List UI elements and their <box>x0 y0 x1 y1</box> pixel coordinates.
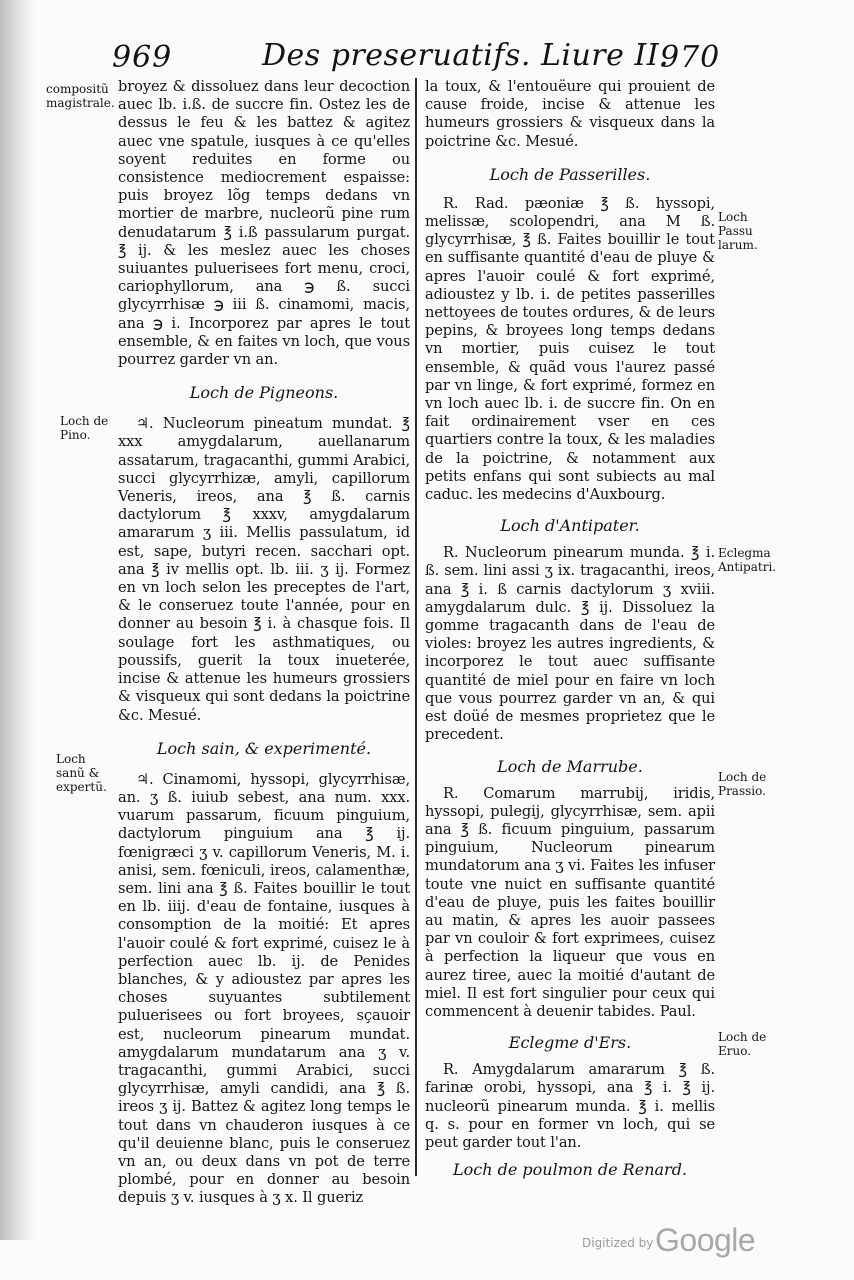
scan-gutter-shadow <box>0 0 36 1240</box>
section-heading-loch-de-pigneons: Loch de Pigneons. <box>189 383 339 403</box>
page-header <box>0 36 854 76</box>
margin-note-loch-de-pino: Loch de Pino. <box>60 414 109 442</box>
page-number-left: 969 <box>112 40 173 75</box>
paragraph: R. Rad. pæoniæ ℥ ß. hyssopi, melissæ, scolopendri, ana M ß. glycyrrhisæ, ℥ ß. Faites bouillir le tout en suffisante quantité d'eau de pluye & apres l'auoir coulé & fort exprimé, adioustez y lb. i. de petites passerilles nettoyees de toutes ordures, & de leurs pepins, & broyees long temps dedans vn mortier, puis cuisez le tout ensemble, & quãd vous l'aurez passé par vn linge, & fort exprimé, formez en vn loch auec lb. i. de succre fin. On en fait ordinairement vser en ces quartiers contre la toux, & les maladies de la poictrine, & notamment aux petits enfans qui sont subiects au mal caduc. les medecins d'Auxbourg. <box>425 194 715 504</box>
right-column <box>425 78 715 1180</box>
column-divider <box>415 78 417 1176</box>
margin-note-loch-sanum: Loch sanũ & expertũ. <box>56 752 107 794</box>
running-title: Des preseruatifs. Liure II. <box>262 38 670 73</box>
paragraph: R. Amygdalarum amararum ℥ ß. farinæ orobi, hyssopi, ana ℥ i. ℥ ij. nucleorũ pinearum munda. ℥ i. mellis q. s. pour en former vn loch, qui se peut garder tout l'an. <box>425 1061 715 1151</box>
paragraph: ♃. Nucleorum pineatum mundat. ℥ xxx amygdalarum, auellanarum assatarum, tragacanthi, gummi Arabici, succi glycyrrhizæ, amyli, capillorum Veneris, ireos, ana ℥ ß. carnis dactylorum ℥ xxxv, amygdalarum amararum ʒ iii. Mellis passulatum, id est, sape, butyri recen. sacchari opt. ana ℥ iv mellis opt. lb. iii. ʒ ij. Formez en vn loch selon les preceptes de l'art, & le conseruez toute l'année, pour en donner au besoin ℥ i. à chasque fois. Il soulage fort les asthmatiques, ou poussifs, guerit la toux inueterée, incise & attenue les humeurs grossiers & visqueux qui sont dedans la poictrine &c. Mesué. <box>118 415 410 724</box>
margin-note-loch-de-eruo: Loch de Eruo. <box>718 1030 767 1058</box>
digitized-by-label: Digitized by <box>582 1236 654 1250</box>
left-column <box>118 78 410 1208</box>
paragraph: R. Comarum marrubij, iridis, hyssopi, pulegij, glycyrrhisæ, sem. apii ana ℥ ß. ficuum pinguium, passarum pinguium, Nucleorum pinearum mundatorum ana ʒ vi. Faites les infuser toute vne nuict en suffisante quantité d'eau de pluye, puis les faites bouillir au matin, & apres les auoir passees par vn couloir & fort exprimees, cuisez à perfection la liqueur que vous en aurez tiree, auec la moitié d'autant de miel. Il est fort singulier pour ceux qui commencent à deuenir tabides. Paul. <box>425 784 715 1020</box>
margin-note-loch-de-prassio: Loch de Prassio. <box>718 770 767 798</box>
section-heading-loch-de-marrube: Loch de Marrube. <box>497 756 643 776</box>
margin-note-loch-passularum: Loch Passu larum. <box>718 210 758 252</box>
section-heading-loch-de-passerilles: Loch de Passerilles. <box>489 164 651 184</box>
paragraph: la toux, & l'entouëure qui prouient de cause froide, incise & attenue les humeurs grossiers & visqueux dans la poictrine &c. Mesué. <box>425 78 715 150</box>
page-number-right: 970 <box>660 40 721 75</box>
section-heading-loch-sain: Loch sain, & experimenté. <box>156 738 372 758</box>
google-logo: Google <box>655 1222 756 1258</box>
paragraph: R. Nucleorum pinearum munda. ℥ i. ß. sem. lini assi ʒ ix. tragacanthi, ireos, ana ℥ i. ß carnis dactylorum ʒ xviii. amygdalarum dulc. ℥ ij. Dissoluez la gomme tragacanth dans de l'eau de violes: broyez les autres ingredients, & incorporez le tout auec suffisante quantité de miel pour en faire vn loch que vous pourrez garder vn an, & qui est doüé de mesmes proprietez que le precedent. <box>425 544 715 744</box>
digitization-watermark <box>582 1222 802 1262</box>
section-heading-loch-de-poulmon: Loch de poulmon de Renard. <box>452 1160 688 1180</box>
margin-note-compositum: compositũ magistrale. <box>46 82 115 110</box>
paragraph: ♃. Cinamomi, hyssopi, glycyrrhisæ, an. ʒ ß. iuiub sebest, ana num. xxx. vuarum passarum, ficuum pinguium, dactylorum pinguium ana ℥ ij. fœnigræci ʒ v. capillorum Veneris, M. i. anisi, sem. fœniculi, ireos, calamenthæ, sem. lini ana ℥ ß. Faites bouillir le tout en lb. iiij. d'eau de fontaine, iusques à consomption de la moitié: Et apres l'auoir coulé & fort exprimé, cuisez le à perfection auec lb. ij. de Penides blanches, & y adioustez par apres les choses suyuantes subtilement puluerisees ou fort broyees, sçauoir est, nucleorum pinearum mundat. amygdalarum mundatarum ana ʒ v. tragacanthi, gummi Arabici, succi glycyrrhisæ, amyli candidi, ana ℥ ß. ireos ʒ ij. Battez & agitez long temps le tout dans vn chauderon iusques à ce qu'il deuienne blanc, puis le conseruez vn an, ou deux dans vn pot de terre plombé, pour en donner au besoin depuis ʒ v. iusques à ʒ x. Il gueriz <box>118 770 410 1207</box>
section-heading-eclegme-d-ers: Eclegme d'Ers. <box>508 1033 632 1053</box>
margin-note-eclegma-antipatri: Eclegma Antipatri. <box>718 546 777 574</box>
paragraph: broyez & dissoluez dans leur decoction auec lb. i.ß. de succre fin. Ostez les de dessus le feu & les battez & agitez auec vne spatule, iusques à ce qu'elles soyent reduites en forme ou consistence mediocrement espaisse: puis broyez lõg temps dedans vn mortier de marbre, nucleorũ pine rum denudatarum ℥ i.ß passularum purgat. ℥ ij. & les meslez auec les choses suiuantes puluerisees fort menu, croci, cariophyllorum, ana ℈ ß. succi glycyrrhisæ ℈ iii ß. cinamomi, macis, ana ℈ i. Incorporez par apres le tout ensemble, & en faites vn loch, que vous pourrez garder vn an. <box>118 78 410 369</box>
section-heading-loch-d-antipater: Loch d'Antipater. <box>500 516 640 536</box>
